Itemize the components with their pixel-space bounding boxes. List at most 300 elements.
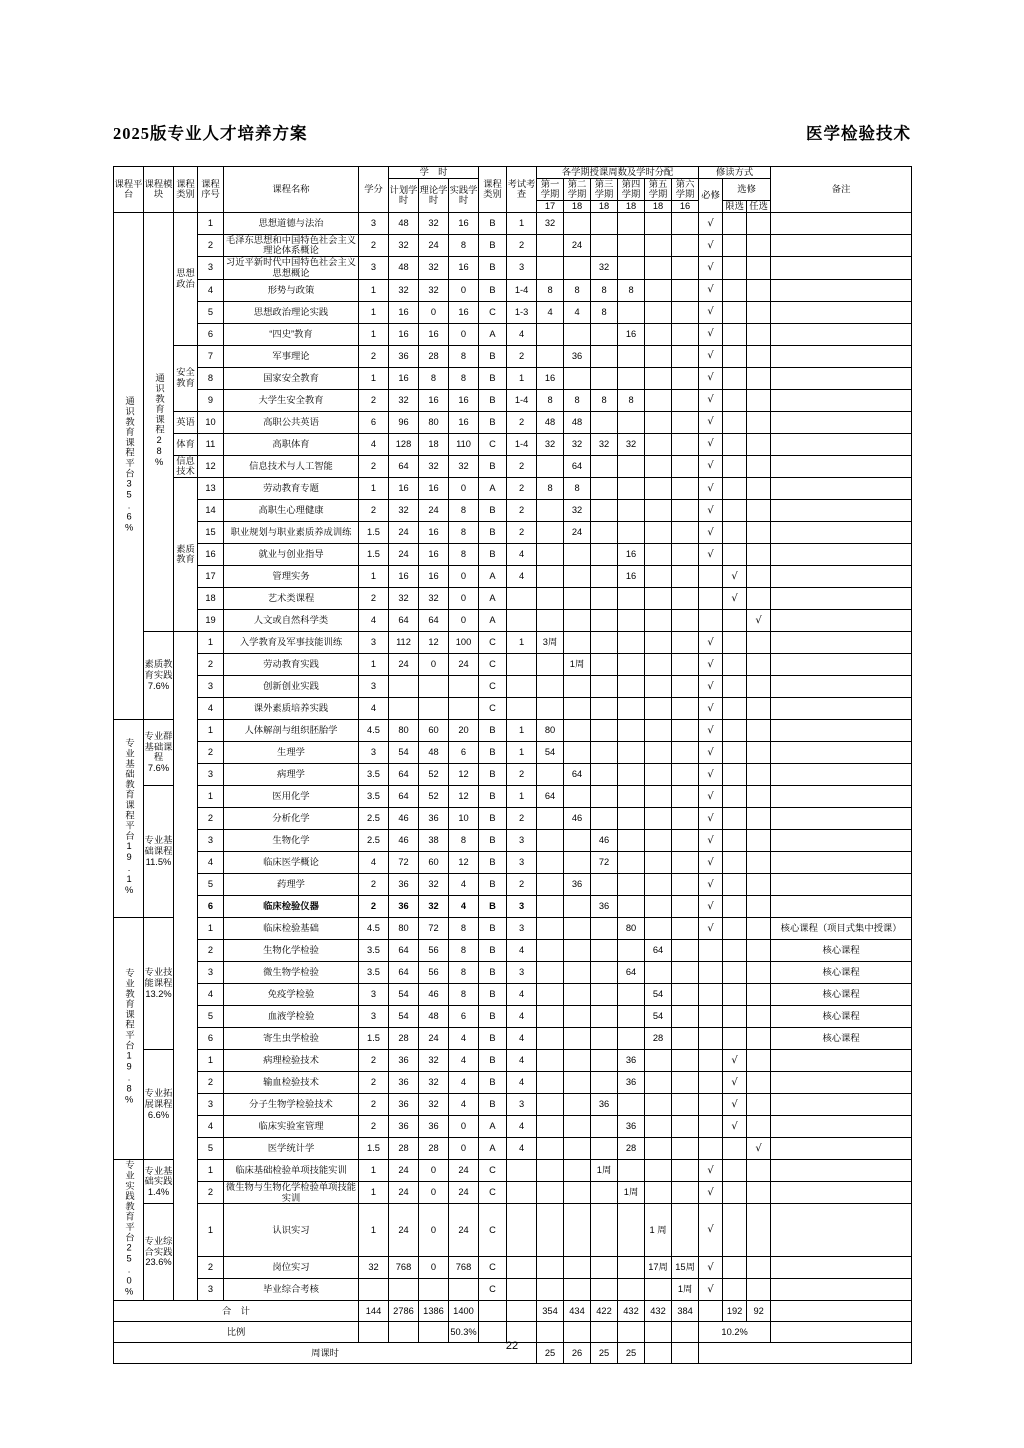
theory-hours-cell: 32 [419, 279, 449, 301]
term-3-cell [591, 565, 618, 587]
term-2-cell: 36 [564, 873, 591, 895]
th-term-4: 第四学期 [618, 178, 645, 200]
restricted-elective-cell [723, 521, 747, 543]
free-elective-cell [747, 477, 771, 499]
remark-cell [771, 741, 912, 763]
term-5-cell [645, 301, 672, 323]
credits-cell: 2 [359, 1049, 389, 1071]
term-1-cell [537, 1071, 564, 1093]
term-2-cell [564, 785, 591, 807]
remark-cell [771, 367, 912, 389]
term-2-cell: 64 [564, 763, 591, 785]
theory-hours-cell: 16 [419, 477, 449, 499]
th-term-group: 各学期授课周数及学时分配 [537, 167, 699, 179]
exam-cell [507, 675, 537, 697]
term-1-cell [537, 499, 564, 521]
practice-hours-cell: 4 [449, 1093, 479, 1115]
platform-cell: 通识教育课程平台35.6% [114, 212, 144, 719]
practice-hours-cell: 24 [449, 653, 479, 675]
free-elective-cell [747, 323, 771, 345]
free-elective-cell [747, 367, 771, 389]
course-type-cell: B [479, 1049, 507, 1071]
restricted-elective-cell [723, 1137, 747, 1159]
total-cell [479, 1300, 507, 1321]
course-type-cell: B [479, 851, 507, 873]
theory-hours-cell: 38 [419, 829, 449, 851]
credits-cell: 1.5 [359, 1137, 389, 1159]
required-cell: √ [699, 785, 723, 807]
theory-hours-cell: 28 [419, 1137, 449, 1159]
plan-hours-cell: 54 [389, 1005, 419, 1027]
term-6-cell: 1周 [672, 1278, 699, 1300]
th-week-2: 18 [564, 201, 591, 213]
table-row [114, 477, 912, 499]
order-cell: 2 [198, 939, 224, 961]
practice-hours-cell: 12 [449, 763, 479, 785]
order-cell: 3 [198, 1278, 224, 1300]
remark-cell [771, 697, 912, 719]
plan-hours-cell: 54 [389, 741, 419, 763]
plan-hours-cell: 80 [389, 917, 419, 939]
order-cell: 9 [198, 389, 224, 411]
term-2-cell [564, 631, 591, 653]
term-4-cell [618, 499, 645, 521]
course-name-cell: 病理学 [224, 763, 359, 785]
term-5-cell [645, 389, 672, 411]
course-type-cell: A [479, 587, 507, 609]
required-cell: √ [699, 807, 723, 829]
theory-hours-cell: 32 [419, 873, 449, 895]
remark-cell [771, 323, 912, 345]
order-cell: 3 [198, 257, 224, 279]
platform-cell: 专业基础教育课程平台19.1% [114, 719, 144, 917]
course-type-cell: A [479, 1137, 507, 1159]
total-cell: 1386 [419, 1300, 449, 1321]
order-cell: 6 [198, 323, 224, 345]
term-5-cell: 64 [645, 939, 672, 961]
order-cell: 4 [198, 851, 224, 873]
term-5-cell [645, 785, 672, 807]
exam-cell [507, 653, 537, 675]
term-4-cell [618, 367, 645, 389]
course-name-cell: 高职公共英语 [224, 411, 359, 433]
term-2-cell [564, 565, 591, 587]
term-5-cell [645, 631, 672, 653]
restricted-elective-cell [723, 212, 747, 234]
term-2-cell [564, 1005, 591, 1027]
required-cell: √ [699, 895, 723, 917]
exam-cell: 1-4 [507, 279, 537, 301]
term-6-cell [672, 609, 699, 631]
th-required: 必修 [699, 178, 723, 212]
remark-cell [771, 1181, 912, 1203]
course-name-cell: 分析化学 [224, 807, 359, 829]
term-3-cell: 72 [591, 851, 618, 873]
credits-cell: 1 [359, 1159, 389, 1181]
term-2-cell: 8 [564, 279, 591, 301]
table-row [114, 763, 912, 785]
free-elective-cell [747, 1093, 771, 1115]
plan-hours-cell [389, 697, 419, 719]
free-elective-cell [747, 257, 771, 279]
course-type-cell: B [479, 1005, 507, 1027]
term-3-cell [591, 807, 618, 829]
term-6-cell [672, 345, 699, 367]
term-1-cell: 8 [537, 477, 564, 499]
free-elective-cell [747, 1256, 771, 1278]
exam-cell: 1 [507, 212, 537, 234]
course-type-cell: C [479, 1278, 507, 1300]
free-elective-cell [747, 1027, 771, 1049]
term-2-cell: 36 [564, 345, 591, 367]
plan-hours-cell [389, 1278, 419, 1300]
weekly-cell: 26 [564, 1342, 591, 1363]
credits-cell: 2 [359, 1115, 389, 1137]
term-3-cell [591, 411, 618, 433]
term-1-cell [537, 521, 564, 543]
plan-hours-cell: 36 [389, 1071, 419, 1093]
term-3-cell [591, 543, 618, 565]
exam-cell: 4 [507, 1049, 537, 1071]
weekly-cell: 25 [591, 1342, 618, 1363]
theory-hours-cell: 48 [419, 1005, 449, 1027]
header-right: 医学检验技术 [806, 124, 911, 143]
course-type-cell: C [479, 1204, 507, 1257]
term-6-cell [672, 234, 699, 256]
restricted-elective-cell [723, 807, 747, 829]
table-row [114, 697, 912, 719]
term-1-cell [537, 697, 564, 719]
term-2-cell: 8 [564, 389, 591, 411]
term-6-cell [672, 1071, 699, 1093]
term-3-cell: 36 [591, 1093, 618, 1115]
plan-hours-cell: 80 [389, 719, 419, 741]
exam-cell: 4 [507, 543, 537, 565]
required-cell [699, 609, 723, 631]
theory-hours-cell: 0 [419, 653, 449, 675]
exam-cell: 1 [507, 741, 537, 763]
term-3-cell [591, 719, 618, 741]
order-cell: 3 [198, 829, 224, 851]
exam-cell: 1 [507, 785, 537, 807]
th-plan-hours: 计划学时 [389, 178, 419, 212]
term-5-cell [645, 212, 672, 234]
term-2-cell: 48 [564, 411, 591, 433]
remark-cell [771, 543, 912, 565]
practice-hours-cell: 24 [449, 1204, 479, 1257]
order-cell: 4 [198, 279, 224, 301]
order-cell: 3 [198, 1093, 224, 1115]
order-cell: 12 [198, 455, 224, 477]
th-category: 课程类别 [174, 167, 198, 213]
term-2-cell: 46 [564, 807, 591, 829]
term-6-cell [672, 653, 699, 675]
theory-hours-cell: 0 [419, 1159, 449, 1181]
course-name-cell: 入学教育及军事技能训练 [224, 631, 359, 653]
table-row [114, 1181, 912, 1203]
order-cell: 1 [198, 917, 224, 939]
table-row [114, 499, 912, 521]
weekly-label: 周课时 [114, 1342, 537, 1363]
exam-cell: 2 [507, 521, 537, 543]
term-6-cell [672, 323, 699, 345]
term-5-cell [645, 345, 672, 367]
table-row [114, 741, 912, 763]
free-elective-cell [747, 433, 771, 455]
term-4-cell: 36 [618, 1049, 645, 1071]
table-row [114, 1093, 912, 1115]
free-elective-cell [747, 1181, 771, 1203]
ratio-label: 比例 [114, 1321, 359, 1342]
practice-hours-cell: 8 [449, 961, 479, 983]
theory-hours-cell: 80 [419, 411, 449, 433]
table-row [114, 719, 912, 741]
plan-hours-cell: 32 [389, 279, 419, 301]
plan-hours-cell: 16 [389, 301, 419, 323]
theory-hours-cell: 16 [419, 521, 449, 543]
term-2-cell [564, 1071, 591, 1093]
plan-hours-cell: 32 [389, 587, 419, 609]
free-elective-cell [747, 1071, 771, 1093]
term-2-cell [564, 1049, 591, 1071]
table-row [114, 389, 912, 411]
restricted-elective-cell [723, 433, 747, 455]
table-row [114, 565, 912, 587]
module-cell: 专业基础实践1.4% [144, 1159, 174, 1203]
order-cell: 6 [198, 895, 224, 917]
term-3-cell [591, 631, 618, 653]
course-type-cell: A [479, 609, 507, 631]
ratio-cell: 50.3% [449, 1321, 479, 1342]
term-5-cell [645, 873, 672, 895]
course-name-cell: 免疫学检验 [224, 983, 359, 1005]
order-cell: 17 [198, 565, 224, 587]
term-5-cell: 17周 [645, 1256, 672, 1278]
exam-cell: 1 [507, 719, 537, 741]
term-5-cell [645, 1115, 672, 1137]
term-6-cell [672, 763, 699, 785]
term-4-cell [618, 763, 645, 785]
term-5-cell [645, 895, 672, 917]
order-cell: 7 [198, 345, 224, 367]
exam-cell: 4 [507, 1005, 537, 1027]
restricted-elective-cell [723, 1181, 747, 1203]
term-2-cell [564, 697, 591, 719]
term-3-cell [591, 939, 618, 961]
course-name-cell: 高职体育 [224, 433, 359, 455]
required-cell: √ [699, 829, 723, 851]
term-3-cell [591, 1204, 618, 1257]
restricted-elective-cell [723, 279, 747, 301]
course-type-cell: B [479, 961, 507, 983]
credits-cell: 4 [359, 851, 389, 873]
course-type-cell: B [479, 521, 507, 543]
theory-hours-cell: 8 [419, 367, 449, 389]
order-cell: 2 [198, 807, 224, 829]
order-cell: 1 [198, 785, 224, 807]
course-name-cell: 分子生物学检验技术 [224, 1093, 359, 1115]
exam-cell: 4 [507, 1027, 537, 1049]
practice-hours-cell: 0 [449, 279, 479, 301]
term-2-cell: 64 [564, 455, 591, 477]
plan-hours-cell: 24 [389, 653, 419, 675]
module-cell: 素质教育实践7.6% [144, 631, 174, 719]
th-term-3: 第三学期 [591, 178, 618, 200]
term-6-cell [672, 279, 699, 301]
theory-hours-cell: 36 [419, 807, 449, 829]
course-name-cell: 寄生虫学检验 [224, 1027, 359, 1049]
plan-hours-cell: 28 [389, 1137, 419, 1159]
remark-cell [771, 829, 912, 851]
order-cell: 14 [198, 499, 224, 521]
remark-cell [771, 587, 912, 609]
required-cell: √ [699, 367, 723, 389]
practice-hours-cell: 24 [449, 1181, 479, 1203]
exam-cell: 3 [507, 1093, 537, 1115]
course-name-cell: 临床检验基础 [224, 917, 359, 939]
course-type-cell: B [479, 389, 507, 411]
practice-hours-cell: 32 [449, 455, 479, 477]
term-6-cell [672, 939, 699, 961]
course-type-cell: C [479, 653, 507, 675]
theory-hours-cell: 24 [419, 234, 449, 256]
table-row [114, 257, 912, 279]
credits-cell: 4 [359, 697, 389, 719]
term-4-cell [618, 873, 645, 895]
required-cell: √ [699, 345, 723, 367]
theory-hours-cell: 60 [419, 851, 449, 873]
required-cell: √ [699, 1278, 723, 1300]
course-name-cell: 微生物学检验 [224, 961, 359, 983]
restricted-elective-cell [723, 234, 747, 256]
course-type-cell: C [479, 675, 507, 697]
term-3-cell [591, 675, 618, 697]
exam-cell: 2 [507, 411, 537, 433]
term-4-cell [618, 521, 645, 543]
term-2-cell [564, 1278, 591, 1300]
term-2-cell: 24 [564, 234, 591, 256]
term-1-cell: 32 [537, 433, 564, 455]
order-cell: 1 [198, 1204, 224, 1257]
theory-hours-cell: 16 [419, 565, 449, 587]
practice-hours-cell: 4 [449, 1049, 479, 1071]
term-5-cell [645, 234, 672, 256]
course-name-cell: 国家安全教育 [224, 367, 359, 389]
order-cell: 18 [198, 587, 224, 609]
term-6-cell [672, 1049, 699, 1071]
term-4-cell [618, 301, 645, 323]
term-5-cell: 54 [645, 1005, 672, 1027]
course-name-cell: “四史”教育 [224, 323, 359, 345]
required-cell [699, 1093, 723, 1115]
term-1-cell [537, 983, 564, 1005]
free-elective-cell [747, 455, 771, 477]
credits-cell: 3 [359, 1005, 389, 1027]
plan-hours-cell: 72 [389, 851, 419, 873]
term-3-cell [591, 653, 618, 675]
practice-hours-cell: 0 [449, 587, 479, 609]
term-6-cell [672, 301, 699, 323]
credits-cell: 2 [359, 587, 389, 609]
term-6-cell [672, 741, 699, 763]
required-cell: √ [699, 873, 723, 895]
required-cell: √ [699, 433, 723, 455]
remark-cell [771, 521, 912, 543]
term-6-cell [672, 257, 699, 279]
plan-hours-cell: 64 [389, 961, 419, 983]
term-3-cell [591, 212, 618, 234]
course-name-cell: 劳动教育专题 [224, 477, 359, 499]
table-row [114, 1278, 912, 1300]
total-elective-cell: 192 [723, 1300, 747, 1321]
table-row [114, 301, 912, 323]
exam-cell [507, 1278, 537, 1300]
term-6-cell [672, 785, 699, 807]
term-5-cell [645, 499, 672, 521]
table-row [114, 851, 912, 873]
table-row [114, 785, 912, 807]
term-1-cell [537, 1027, 564, 1049]
term-3-cell [591, 455, 618, 477]
term-1-cell: 16 [537, 367, 564, 389]
free-elective-cell [747, 873, 771, 895]
theory-hours-cell: 52 [419, 763, 449, 785]
page-number: 22 [505, 1340, 519, 1352]
exam-cell: 2 [507, 499, 537, 521]
course-type-cell: B [479, 719, 507, 741]
plan-hours-cell: 24 [389, 521, 419, 543]
credits-cell [359, 1278, 389, 1300]
table-row [114, 1115, 912, 1137]
course-type-cell: B [479, 411, 507, 433]
plan-hours-cell: 768 [389, 1256, 419, 1278]
required-cell [699, 587, 723, 609]
term-4-cell: 8 [618, 389, 645, 411]
table-row [114, 234, 912, 256]
order-cell: 5 [198, 873, 224, 895]
order-cell: 1 [198, 1159, 224, 1181]
term-6-cell [672, 1093, 699, 1115]
term-5-cell [645, 411, 672, 433]
term-1-cell: 80 [537, 719, 564, 741]
term-3-cell: 32 [591, 257, 618, 279]
credits-cell: 3.5 [359, 763, 389, 785]
free-elective-cell [747, 411, 771, 433]
term-5-cell [645, 609, 672, 631]
term-6-cell [672, 499, 699, 521]
term-4-cell [618, 1256, 645, 1278]
plan-hours-cell: 46 [389, 807, 419, 829]
total-term-cell: 384 [672, 1300, 699, 1321]
term-1-cell [537, 257, 564, 279]
order-cell: 2 [198, 1256, 224, 1278]
required-cell: √ [699, 719, 723, 741]
free-elective-cell [747, 543, 771, 565]
table-row [114, 279, 912, 301]
term-2-cell [564, 543, 591, 565]
term-2-cell: 8 [564, 477, 591, 499]
required-cell: √ [699, 455, 723, 477]
restricted-elective-cell [723, 1256, 747, 1278]
term-4-cell [618, 212, 645, 234]
order-cell: 2 [198, 653, 224, 675]
theory-hours-cell: 12 [419, 631, 449, 653]
curriculum-table [113, 166, 912, 1364]
plan-hours-cell: 24 [389, 1204, 419, 1257]
table-row [114, 873, 912, 895]
term-2-cell: 32 [564, 433, 591, 455]
term-3-cell [591, 917, 618, 939]
